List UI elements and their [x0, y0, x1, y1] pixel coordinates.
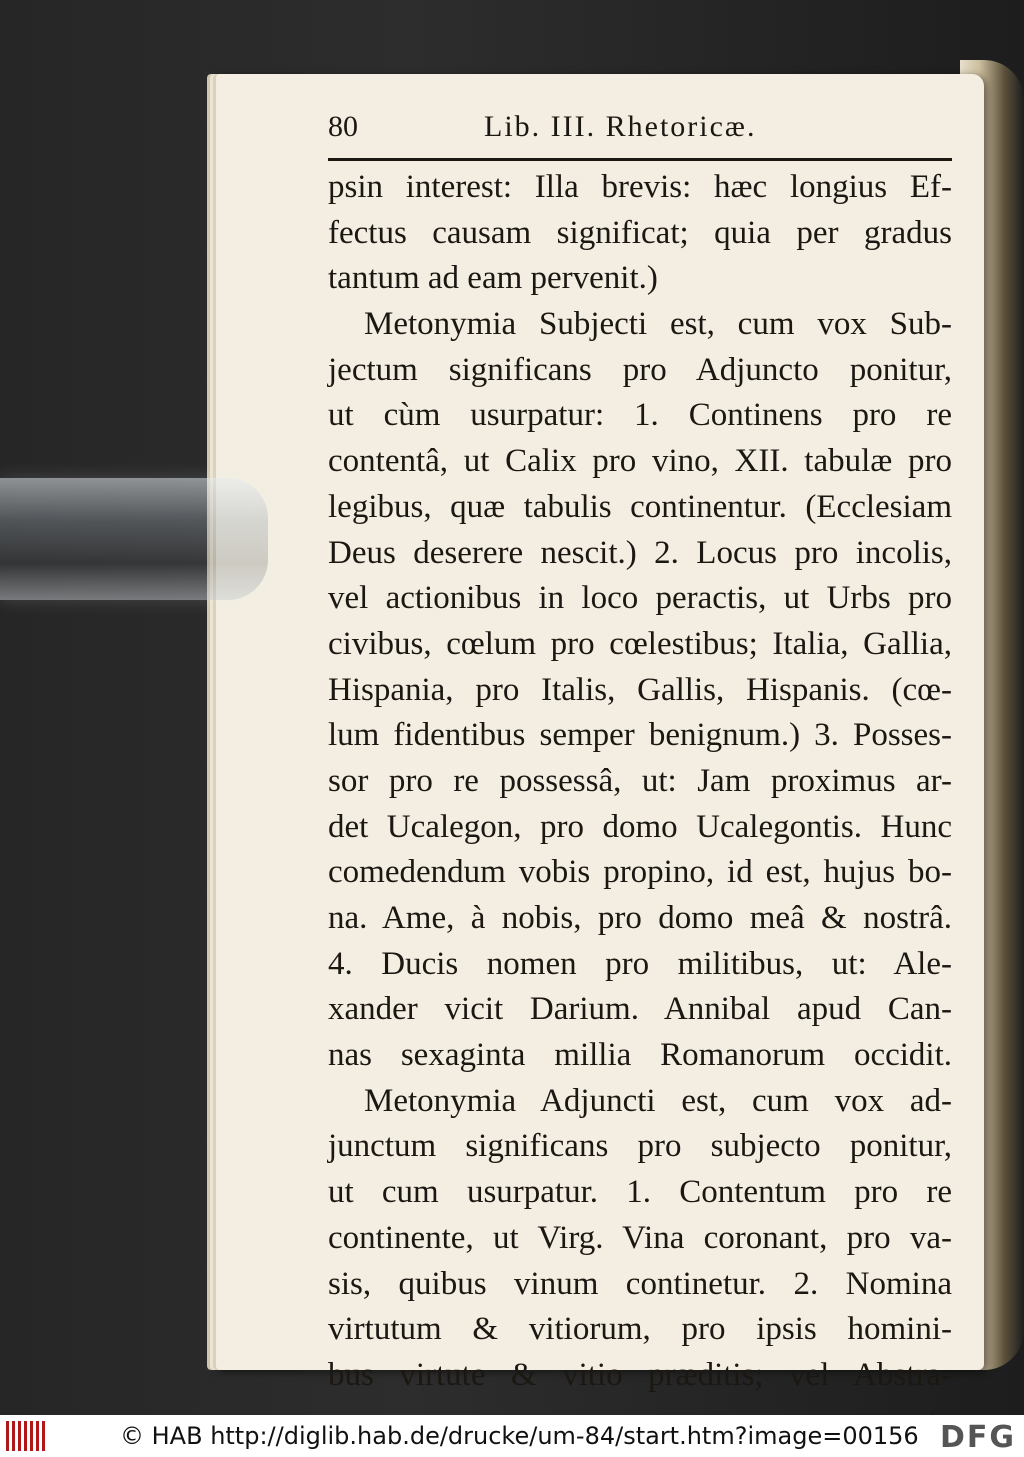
text-line: na. Ame, à nobis, pro domo meâ & nostrâ.	[328, 900, 952, 936]
text-line: jectum significans pro Adjuncto ponitur,	[328, 351, 952, 388]
source-link[interactable]: © HAB http://diglib.hab.de/drucke/um-84/start.htm?image=00156	[120, 1422, 919, 1450]
text-line: Metonymia Subjecti est, cum vox Sub-	[364, 306, 952, 343]
text-line: sor pro re possessâ, ut: Jam proximus ar-	[328, 762, 952, 799]
text-line: 4. Ducis nomen pro militibus, ut: Ale-	[328, 945, 952, 982]
running-head-title: Lib. III. Rhetoricæ.	[484, 110, 757, 143]
text-line: legibus, quæ tabulis continentur. (Ecclesiam	[328, 488, 952, 525]
text-line: nas sexaginta millia Romanorum occidit.	[328, 1037, 952, 1074]
running-head	[328, 104, 968, 150]
text-line: vel actionibus in loco peractis, ut Urbs pro	[328, 580, 952, 617]
text-line: comedendum vobis propino, id est, hujus bo-	[328, 854, 952, 891]
text-line: virtutum & vitiorum, pro ipsis homini-	[328, 1311, 952, 1348]
glass-page-holder	[0, 478, 268, 600]
text-line: Hispania, pro Italis, Gallis, Hispanis. (cœ-	[328, 671, 952, 708]
text-line: fectus causam significat; quia per gradus	[328, 214, 952, 251]
head-rule	[328, 158, 952, 161]
barcode-icon	[6, 1421, 48, 1451]
body-text	[328, 165, 968, 1444]
text-line: continente, ut Virg. Vina coronant, pro va-	[328, 1219, 952, 1256]
text-line: bus virtute & vitio præditis; vel Abstra-	[328, 1356, 952, 1393]
text-line: Metonymia Adjuncti est, cum vox ad-	[364, 1082, 952, 1119]
page-number: 80	[328, 110, 358, 143]
footer-bar	[0, 1415, 1024, 1457]
text-line: sis, quibus vinum continetur. 2. Nomina	[328, 1265, 952, 1302]
text-line: lum fidentibus semper benignum.) 3. Posses-	[328, 717, 952, 754]
text-line: junctum significans pro subjecto ponitur,	[328, 1128, 952, 1165]
text-line: tantum ad eam pervenit.)	[328, 260, 658, 297]
dfg-logo: DFG	[939, 1420, 1016, 1455]
text-line: psin interest: Illa brevis: hæc longius Ef-	[328, 169, 952, 205]
text-line: Deus deserere nescit.) 2. Locus pro incolis,	[328, 534, 952, 571]
text-line: civibus, cœlum pro cœlestibus; Italia, Gallia,	[328, 625, 952, 662]
text-line: ut cùm usurpatur: 1. Continens pro re	[328, 397, 952, 434]
text-line: contentâ, ut Calix pro vino, XII. tabulæ pro	[328, 443, 952, 480]
text-line: ut cum usurpatur. 1. Contentum pro re	[328, 1174, 952, 1211]
text-line: xander vicit Darium. Annibal apud Can-	[328, 991, 952, 1028]
book-page	[216, 74, 984, 1393]
page-content	[328, 104, 968, 1444]
text-line: det Ucalegon, pro domo Ucalegontis. Hunc	[328, 808, 952, 845]
